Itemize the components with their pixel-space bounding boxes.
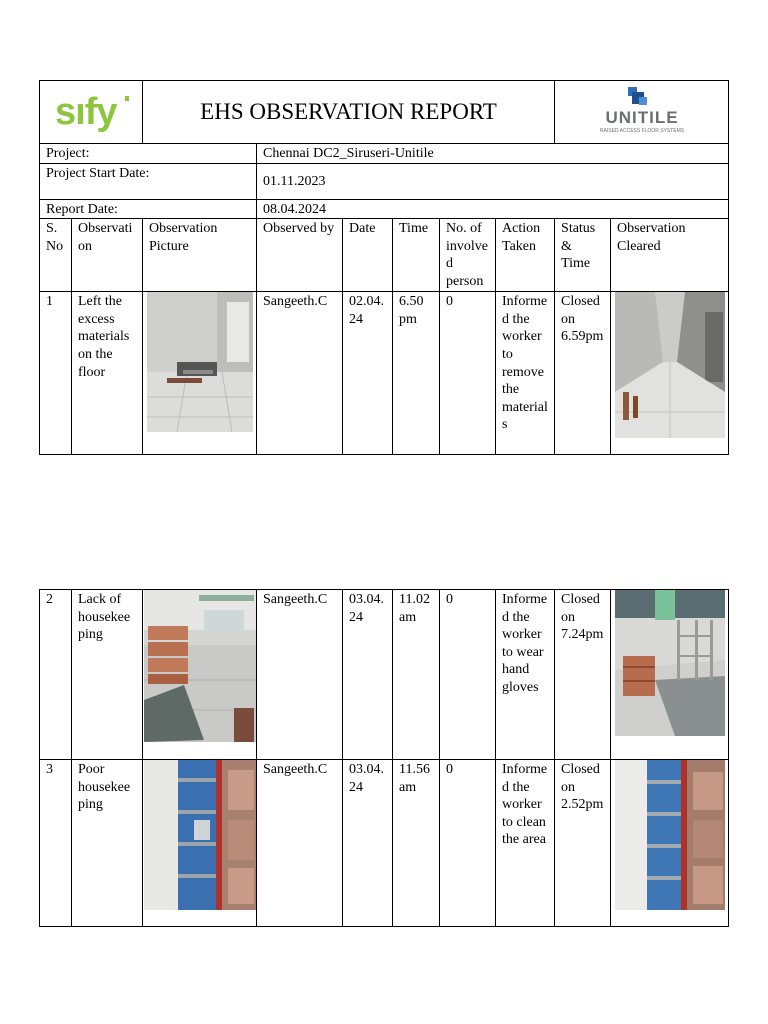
row-time: 11.56am (399, 762, 430, 795)
row-status: Closed on 6.59pm (561, 294, 604, 345)
start-date-label: Project Start Date: (46, 165, 150, 181)
row-date: 02.04.24 (349, 294, 384, 327)
project-label: Project: (46, 146, 90, 161)
col-header-observed-by: Observed by (263, 221, 335, 237)
observation-photo-1 (147, 292, 253, 432)
row-sno: 2 (46, 592, 53, 607)
unitile-logo (587, 83, 697, 137)
row-action: Informed the worker to remove the materials (502, 294, 548, 433)
sify-logo (51, 88, 131, 132)
report-date-value: 08.04.2024 (263, 201, 326, 217)
report-table-page-top (39, 80, 729, 455)
row-involved: 0 (446, 592, 453, 607)
row-sno: 1 (46, 294, 53, 310)
row-date: 03.04.24 (349, 762, 384, 795)
cleared-photo-3 (615, 760, 725, 910)
table-row (40, 292, 729, 455)
col-header-sno: S.No (46, 221, 64, 254)
svg-text:sıfy: sıfy (55, 90, 117, 132)
report-table-page-bottom (39, 589, 729, 927)
col-header-observation: Observation (78, 221, 133, 254)
col-header-time: Time (399, 221, 429, 237)
row-observation: Lack of housekeeping (78, 592, 131, 643)
cleared-photo-1 (615, 292, 725, 438)
row-sno: 3 (46, 762, 53, 777)
observation-photo-3 (144, 760, 256, 910)
observation-photo-2 (144, 590, 256, 742)
row-time: 6.50 pm (399, 294, 424, 327)
svg-text:UNITILE: UNITILE (604, 107, 679, 127)
row-observation: Poor housekeeping (78, 762, 131, 813)
row-observation: Left the excess materials on the floor (78, 294, 130, 380)
row-observed-by: Sangeeth.C (263, 592, 328, 607)
row-time: 11.02am (399, 592, 430, 625)
row-action: Informed the worker to wear hand gloves (502, 592, 548, 695)
report-date-label: Report Date: (46, 201, 118, 217)
row-status: Closed on 2.52pm (561, 762, 604, 813)
project-value: Chennai DC2_Siruseri-Unitile (263, 146, 434, 161)
report-title: EHS OBSERVATION REPORT (143, 81, 555, 144)
row-involved: 0 (446, 762, 453, 777)
row-date: 03.04.24 (349, 592, 384, 625)
col-header-action: Action Taken (502, 221, 541, 254)
cleared-photo-2 (615, 590, 725, 736)
svg-text:RAISED ACCESS FLOOR SYSTEMS: RAISED ACCESS FLOOR SYSTEMS (599, 127, 684, 134)
unitile-logo-cell (555, 81, 729, 144)
sify-logo-cell (40, 81, 143, 144)
row-status: Closed on 7.24pm (561, 592, 604, 643)
row-action: Informed the worker to clean the area (502, 762, 548, 848)
col-header-cleared: Observation Cleared (617, 221, 686, 254)
row-observed-by: Sangeeth.C (263, 294, 328, 310)
row-observed-by: Sangeeth.C (263, 762, 328, 777)
col-header-picture: Observation Picture (149, 221, 218, 254)
start-date-value: 01.11.2023 (263, 173, 326, 189)
col-header-involved: No. of involved person (446, 221, 488, 289)
table-row (40, 760, 729, 927)
row-involved: 0 (446, 294, 453, 310)
col-header-date: Date (349, 221, 376, 237)
table-row (40, 590, 729, 760)
col-header-status: Status & Time (561, 221, 596, 272)
